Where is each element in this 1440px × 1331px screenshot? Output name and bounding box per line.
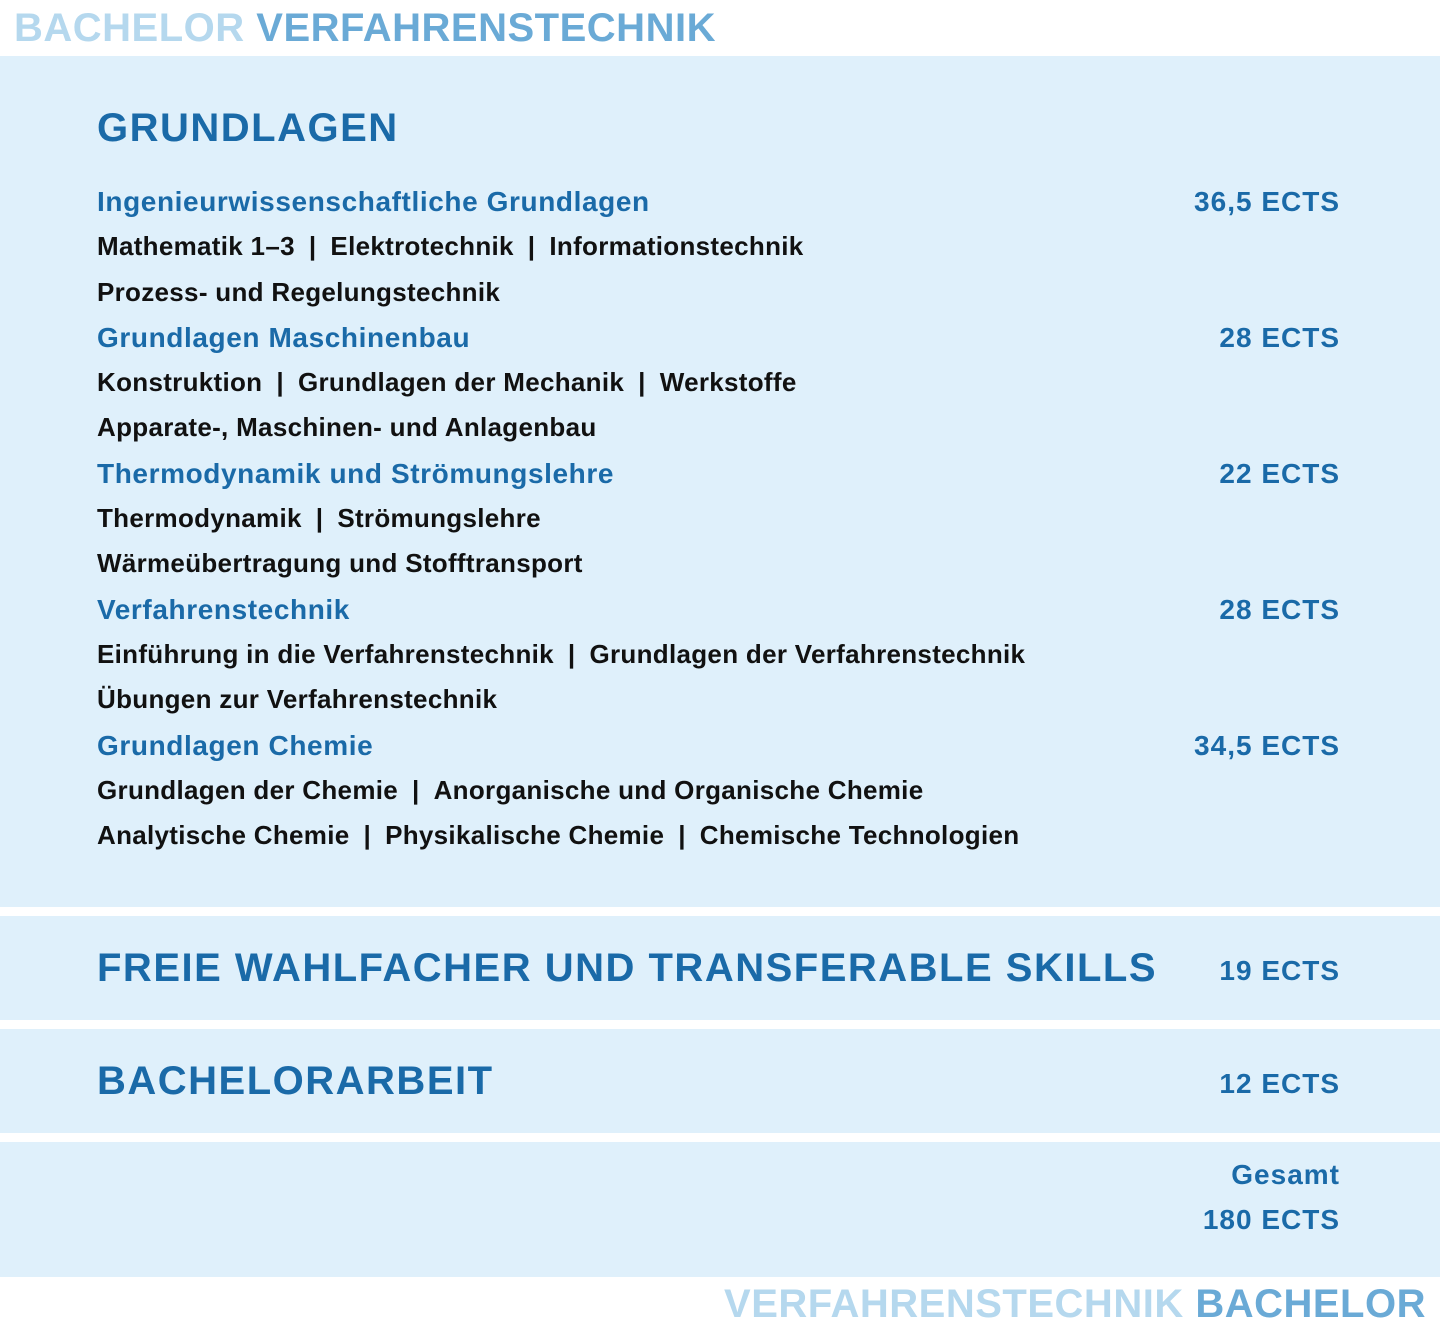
course-line bbox=[97, 405, 1340, 450]
course-line bbox=[97, 677, 1340, 722]
course-separator: | bbox=[527, 231, 536, 262]
page-title bbox=[14, 4, 716, 52]
category-title: Grundlagen Maschinenbau bbox=[97, 321, 471, 353]
footer-title-part2: BACHELOR bbox=[1195, 1282, 1426, 1326]
category-title: Grundlagen Chemie bbox=[97, 729, 374, 761]
course-line bbox=[97, 360, 1340, 405]
course-line bbox=[97, 768, 1340, 813]
total-panel bbox=[0, 1142, 1440, 1277]
bachelorarbeit-heading: BACHELORARBEIT bbox=[97, 1059, 494, 1103]
course-name: Grundlagen der Chemie bbox=[97, 774, 399, 805]
total-label: Gesamt bbox=[1231, 1159, 1340, 1190]
course-separator: | bbox=[638, 367, 646, 398]
course-name: Thermodynamik bbox=[97, 503, 302, 534]
course-name: Physikalische Chemie bbox=[385, 820, 665, 851]
course-name: Chemische Technologien bbox=[699, 820, 1020, 851]
wahlfaecher-ects: 19 ECTS bbox=[1219, 955, 1340, 986]
grundlagen-list bbox=[97, 179, 1340, 858]
course-separator: | bbox=[315, 503, 324, 534]
category-title: Verfahrenstechnik bbox=[97, 593, 350, 625]
category-ects: 34,5 ECTS bbox=[1194, 729, 1340, 761]
course-name: Grundlagen der Verfahrenstechnik bbox=[589, 638, 1026, 669]
page-title-part1: BACHELOR bbox=[14, 6, 245, 50]
course-line bbox=[97, 813, 1340, 858]
bachelorarbeit-panel bbox=[0, 1029, 1440, 1133]
category-row bbox=[97, 451, 1340, 496]
course-name: Elektrotechnik bbox=[330, 231, 514, 262]
course-separator: | bbox=[567, 638, 576, 669]
course-line bbox=[97, 270, 1340, 315]
course-separator: | bbox=[678, 820, 686, 851]
category-row bbox=[97, 723, 1340, 768]
course-name: Apparate-, Maschinen- und Anlagenbau bbox=[97, 412, 597, 443]
category-ects: 36,5 ECTS bbox=[1194, 186, 1340, 217]
course-line bbox=[97, 632, 1340, 677]
category-ects: 28 ECTS bbox=[1219, 321, 1340, 353]
course-line bbox=[97, 541, 1340, 586]
course-name: Werkstoffe bbox=[659, 367, 797, 398]
grundlagen-panel bbox=[0, 56, 1440, 907]
course-name: Mathematik 1–3 bbox=[97, 231, 295, 262]
course-separator: | bbox=[363, 820, 372, 851]
category-title: Ingenieurwissenschaftliche Grundlagen bbox=[97, 186, 650, 217]
category-title: Thermodynamik und Strömungslehre bbox=[97, 457, 615, 489]
category-ects: 28 ECTS bbox=[1219, 593, 1340, 625]
footer-title-part1: VERFAHRENSTECHNIK bbox=[724, 1282, 1184, 1326]
bachelorarbeit-ects: 12 ECTS bbox=[1219, 1068, 1340, 1099]
course-name: Einführung in die Verfahrenstechnik bbox=[97, 638, 554, 669]
wahlfaecher-panel bbox=[0, 916, 1440, 1020]
category-row bbox=[97, 315, 1340, 360]
course-name: Analytische Chemie bbox=[97, 820, 350, 851]
grundlagen-heading: GRUNDLAGEN bbox=[97, 106, 399, 150]
course-separator: | bbox=[308, 231, 317, 262]
category-row bbox=[97, 587, 1340, 632]
wahlfaecher-heading: FREIE WAHLFACHER UND TRANSFERABLE SKILLS bbox=[97, 946, 1157, 990]
course-name: Grundlagen der Mechanik bbox=[297, 367, 625, 398]
category-ects: 22 ECTS bbox=[1219, 457, 1340, 489]
category-row bbox=[97, 179, 1340, 224]
page-title-part2: VERFAHRENSTECHNIK bbox=[256, 6, 716, 50]
course-name: Konstruktion bbox=[97, 367, 263, 398]
course-line bbox=[97, 496, 1340, 541]
course-name: Anorganische und Organische Chemie bbox=[433, 774, 924, 805]
course-name: Wärmeübertragung und Stofftransport bbox=[97, 548, 583, 579]
course-name: Strömungslehre bbox=[337, 503, 541, 534]
course-name: Informationstechnik bbox=[549, 231, 804, 262]
course-name: Übungen zur Verfahrenstechnik bbox=[97, 684, 498, 715]
course-separator: | bbox=[412, 774, 420, 805]
course-separator: | bbox=[276, 367, 284, 398]
course-line bbox=[97, 224, 1340, 269]
footer-title bbox=[724, 1280, 1426, 1328]
course-name: Prozess- und Regelungstechnik bbox=[97, 276, 501, 307]
total-value: 180 ECTS bbox=[1202, 1204, 1340, 1235]
